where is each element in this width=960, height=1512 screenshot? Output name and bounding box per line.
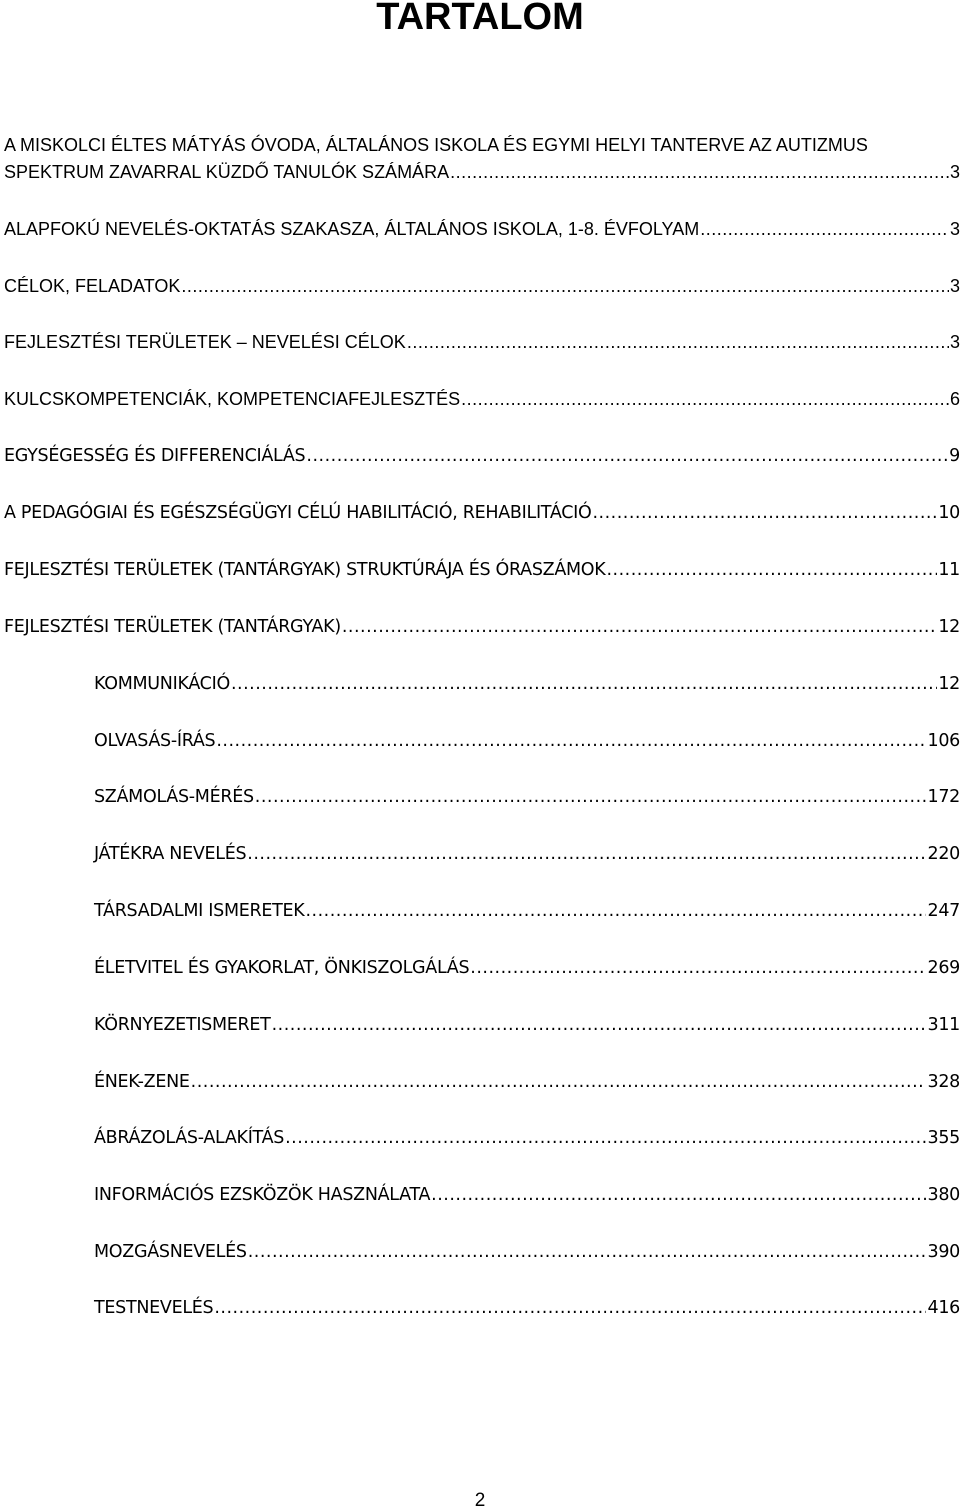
toc-entry[interactable]	[4, 160, 960, 184]
toc-dot-leader	[285, 1126, 926, 1150]
toc-entry-label: JÁTÉKRA NEVELÉS	[94, 844, 247, 864]
toc-entry-page: 11	[938, 560, 960, 580]
toc-entry-label: A PEDAGÓGIAI ÉS EGÉSZSÉGÜGYI CÉLÚ HABILITÁCIÓ, REHABILITÁCIÓ	[4, 503, 592, 523]
toc-entry-label: SPEKTRUM ZAVARRAL KÜZDŐ TANULÓK SZÁMÁRA	[4, 162, 450, 182]
toc-entry-page: 3	[949, 219, 960, 239]
toc-subentry[interactable]	[94, 899, 960, 923]
document-title: TARTALOM	[376, 0, 584, 38]
toc-dot-leader	[305, 899, 926, 923]
toc-entry[interactable]	[4, 501, 960, 525]
toc-entry-label: ALAPFOKÚ NEVELÉS-OKTATÁS SZAKASZA, ÁLTALÁNOS ISKOLA, 1-8. ÉVFOLYAM	[4, 219, 700, 239]
toc-dot-leader	[214, 1296, 926, 1320]
toc-entry-page: 12	[938, 674, 960, 694]
toc-entry-page: 106	[927, 731, 960, 751]
toc-dot-leader	[216, 729, 926, 753]
toc-entry-label: OLVASÁS-ÍRÁS	[94, 731, 216, 751]
toc-entry-page: 328	[927, 1072, 960, 1092]
toc-entry-label: ÁBRÁZOLÁS-ALAKÍTÁS	[94, 1128, 285, 1148]
toc-dot-leader	[181, 274, 949, 298]
toc-dot-leader	[700, 217, 949, 241]
toc-subentry[interactable]	[94, 1296, 960, 1320]
toc-entry-page: 247	[927, 901, 960, 921]
toc-dot-leader	[470, 956, 926, 980]
toc-entry-title-line-1: A MISKOLCI ÉLTES MÁTYÁS ÓVODA, ÁLTALÁNOS ISKOLA ÉS EGYMI HELYI TANTERVE AZ AUTIZMUS	[4, 135, 868, 155]
toc-dot-leader	[407, 330, 949, 354]
toc-subentry[interactable]	[94, 1070, 960, 1094]
toc-entry-page: 10	[938, 503, 960, 523]
toc-entry-label: KULCSKOMPETENCIÁK, KOMPETENCIAFEJLESZTÉS	[4, 389, 461, 409]
toc-entry-page: 355	[927, 1128, 960, 1148]
toc-entry-label: FEJLESZTÉSI TERÜLETEK (TANTÁRGYAK)	[4, 617, 341, 637]
toc-entry-page: 3	[949, 162, 960, 182]
toc-entry-label: FEJLESZTÉSI TERÜLETEK (TANTÁRGYAK) STRUKTÚRÁJA ÉS ÓRASZÁMOK	[4, 560, 606, 580]
toc-entry-page: 416	[927, 1298, 960, 1318]
toc-entry-label: FEJLESZTÉSI TERÜLETEK – NEVELÉSI CÉLOK	[4, 332, 406, 352]
toc-entry-page: 172	[927, 787, 960, 807]
toc-entry-page: 269	[927, 958, 960, 978]
toc-dot-leader	[255, 785, 927, 809]
toc-entry-label: ÉLETVITEL ÉS GYAKORLAT, ÖNKISZOLGÁLÁS	[94, 958, 470, 978]
toc-entry-label: KOMMUNIKÁCIÓ	[94, 674, 230, 694]
toc-entry-label: EGYSÉGESSÉG ÉS DIFFERENCIÁLÁS	[4, 446, 306, 466]
toc-dot-leader	[306, 444, 948, 468]
toc-subentry[interactable]	[94, 672, 960, 696]
toc-entry[interactable]	[4, 274, 960, 298]
toc-entry[interactable]	[4, 387, 960, 411]
toc-subentry[interactable]	[94, 956, 960, 980]
toc-dot-leader	[450, 160, 949, 184]
toc-entry-page: 380	[927, 1185, 960, 1205]
page-number: 2	[474, 1490, 486, 1511]
toc-entry-page: 12	[938, 617, 960, 637]
toc-dot-leader	[247, 842, 926, 866]
toc-subentry[interactable]	[94, 1126, 960, 1150]
toc-subentry[interactable]	[94, 729, 960, 753]
toc-entry[interactable]	[4, 444, 960, 468]
toc-dot-leader	[248, 1240, 927, 1264]
toc-dot-leader	[461, 387, 949, 411]
toc-entry-page: 3	[949, 332, 960, 352]
toc-subentry[interactable]	[94, 1183, 960, 1207]
toc-entry-page: 220	[927, 844, 960, 864]
toc-entry-label: ÉNEK-ZENE	[94, 1072, 190, 1092]
toc-dot-leader	[592, 501, 937, 525]
toc-subentry[interactable]	[94, 785, 960, 809]
toc-dot-leader	[431, 1183, 926, 1207]
toc-entry-page: 311	[927, 1015, 960, 1035]
toc-entry-page: 3	[949, 276, 960, 296]
toc-entry-label: TÁRSADALMI ISMERETEK	[94, 901, 305, 921]
toc-dot-leader	[606, 558, 937, 582]
toc-entry-label: KÖRNYEZETISMERET	[94, 1015, 271, 1035]
toc-entry[interactable]	[4, 330, 960, 354]
toc-subentry[interactable]	[94, 1013, 960, 1037]
toc-dot-leader	[231, 672, 937, 696]
toc-entry-label: MOZGÁSNEVELÉS	[94, 1242, 247, 1262]
toc-entry-page: 390	[927, 1242, 960, 1262]
toc-dot-leader	[342, 615, 937, 639]
toc-dot-leader	[272, 1013, 927, 1037]
toc-entry-label: TESTNEVELÉS	[94, 1298, 214, 1318]
toc-entry[interactable]	[4, 217, 960, 241]
toc-subentry[interactable]	[94, 1240, 960, 1264]
toc-entry-label: CÉLOK, FELADATOK	[4, 276, 181, 296]
toc-entry[interactable]	[4, 615, 960, 639]
toc-entry-page: 9	[949, 446, 960, 466]
toc-entry-page: 6	[949, 389, 960, 409]
toc-entry-label: SZÁMOLÁS-MÉRÉS	[94, 787, 254, 807]
toc-entry[interactable]	[4, 558, 960, 582]
toc-subentry[interactable]	[94, 842, 960, 866]
toc-entry-label: INFORMÁCIÓS EZSKÖZÖK HASZNÁLATA	[94, 1185, 431, 1205]
toc-dot-leader	[191, 1070, 927, 1094]
